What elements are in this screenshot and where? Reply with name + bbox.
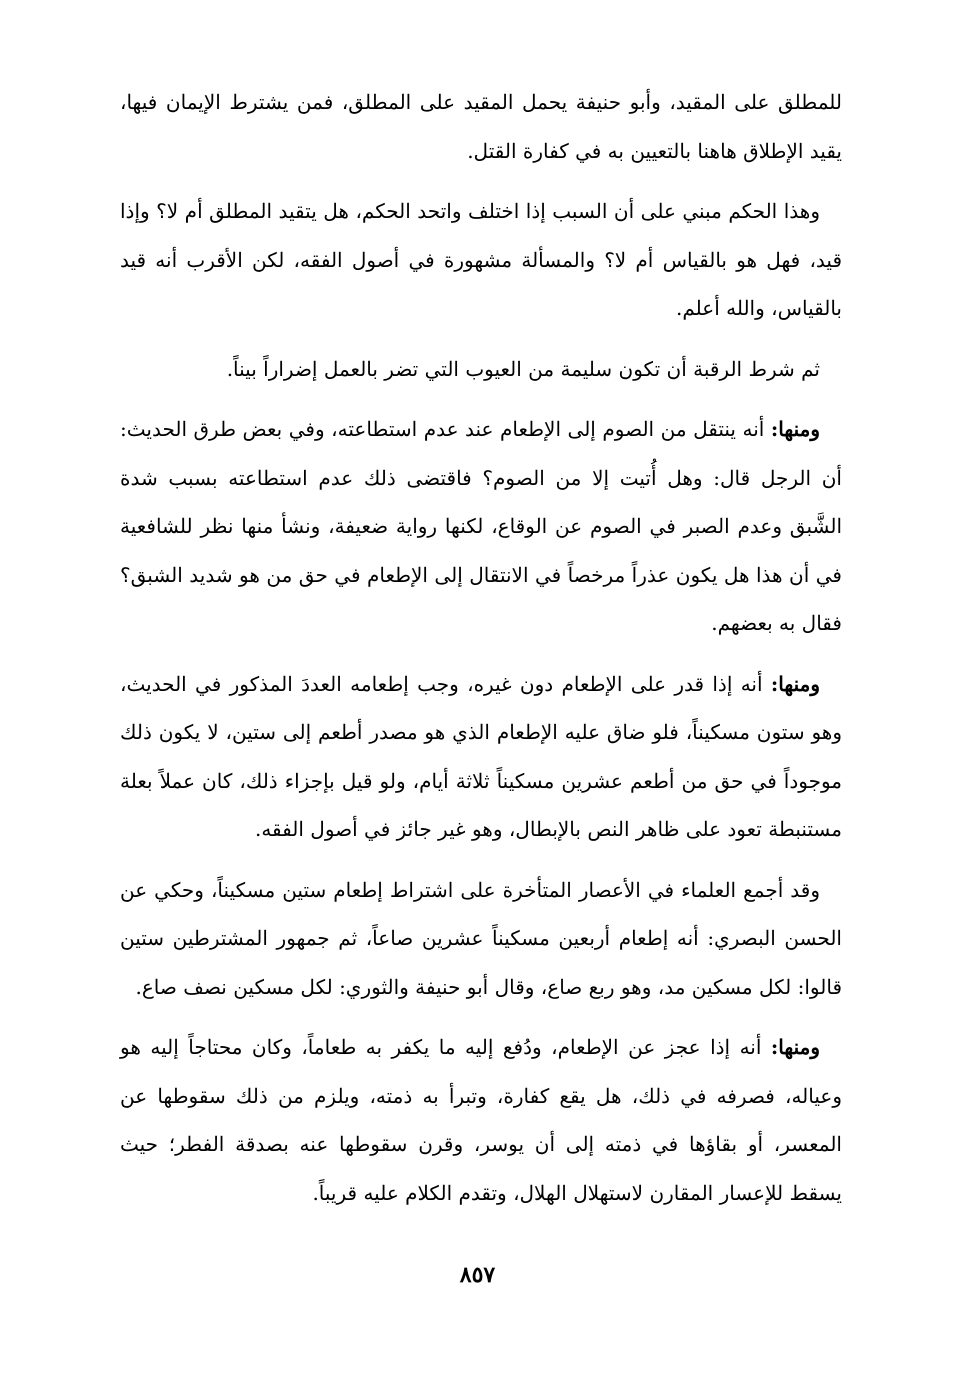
paragraph-lead: ومنها:	[770, 1035, 820, 1059]
paragraph-4	[120, 405, 842, 648]
paragraph-7	[120, 1023, 842, 1217]
page-body	[120, 78, 842, 1229]
paragraph-2	[120, 187, 842, 333]
paragraph-5	[120, 660, 842, 854]
page-number: ٨٥٧	[459, 1262, 496, 1288]
paragraph-text: أنه ينتقل من الصوم إلى الإطعام عند عدم استطاعته، وفي بعض طرق الحديث: أن الرجل قال: وهل أُتيت إلا من الصوم؟ فاقتضى ذلك عدم استطاعته بسبب شدة الشَّبق وعدم الصبر في الصوم عن الوقاع، لكنها رواية ضعيفة، ونشأ منها نظر للشافعية في أن هذا هل يكون عذراً مرخصاً في الانتقال إلى الإطعام في حق من هو شديد الشبق؟ فقال به بعضهم.	[120, 417, 842, 635]
paragraph-3	[120, 345, 842, 394]
paragraph-text: للمطلق على المقيد، وأبو حنيفة يحمل المقيد على المطلق، فمن يشترط الإيمان فيها، يقيد الإطلاق هاهنا بالتعيين به في كفارة القتل.	[120, 90, 842, 163]
paragraph-text: ثم شرط الرقبة أن تكون سليمة من العيوب التي تضر بالعمل إضراراً بيناً.	[226, 356, 820, 381]
paragraph-lead: ومنها:	[770, 417, 820, 441]
paragraph-1	[120, 78, 842, 175]
paragraph-lead: ومنها:	[770, 671, 820, 696]
paragraph-text: أنه إذا عجز عن الإطعام، ودُفع إليه ما يكفر به طعاماً، وكان محتاجاً إليه هو وعياله، فصرفه في ذلك، هل يقع كفارة، وتبرأ به ذمته، ويلزم من ذلك سقوطها عن المعسر، أو بقاؤها في ذمته إلى أن يوسر، وقرن سقوطها عنه بصدقة الفطر؛ حيث يسقط للإعسار المقارن لاستهلال الهلال، وتقدم الكلام عليه قريباً.	[120, 1035, 842, 1205]
paragraph-6	[120, 866, 842, 1012]
paragraph-text: وهذا الحكم مبني على أن السبب إذا اختلف واتحد الحكم، هل يتقيد المطلق أم لا؟ وإذا قيد، فهل هو بالقياس أم لا؟ والمسألة مشهورة في أصول الفقه، لكن الأقرب أنه قيد بالقياس، والله أعلم.	[120, 199, 842, 320]
paragraph-text: أنه إذا قدر على الإطعام دون غيره، وجب إطعامه العددَ المذكور في الحديث، وهو ستون مسكيناً، فلو ضاق عليه الإطعام الذي هو مصدر أطعم إلى ستين، لا يكون ذلك موجوداً في حق من أطعم عشرين مسكيناً ثلاثة أيام، ولو قيل بإجزاء ذلك، كان عملاً بعلة مستنبطة تعود على ظاهر النص بالإبطال، وهو غير جائز في أصول الفقه.	[120, 671, 842, 841]
paragraph-text: وقد أجمع العلماء في الأعصار المتأخرة على اشتراط إطعام ستين مسكيناً، وحكي عن الحسن البصري: أنه إطعام أربعين مسكيناً عشرين صاعاً، ثم جمهور المشترطين ستين قالوا: لكل مسكين مد، وهو ربع صاع، وقال أبو حنيفة والثوري: لكل مسكين نصف صاع.	[120, 877, 842, 999]
